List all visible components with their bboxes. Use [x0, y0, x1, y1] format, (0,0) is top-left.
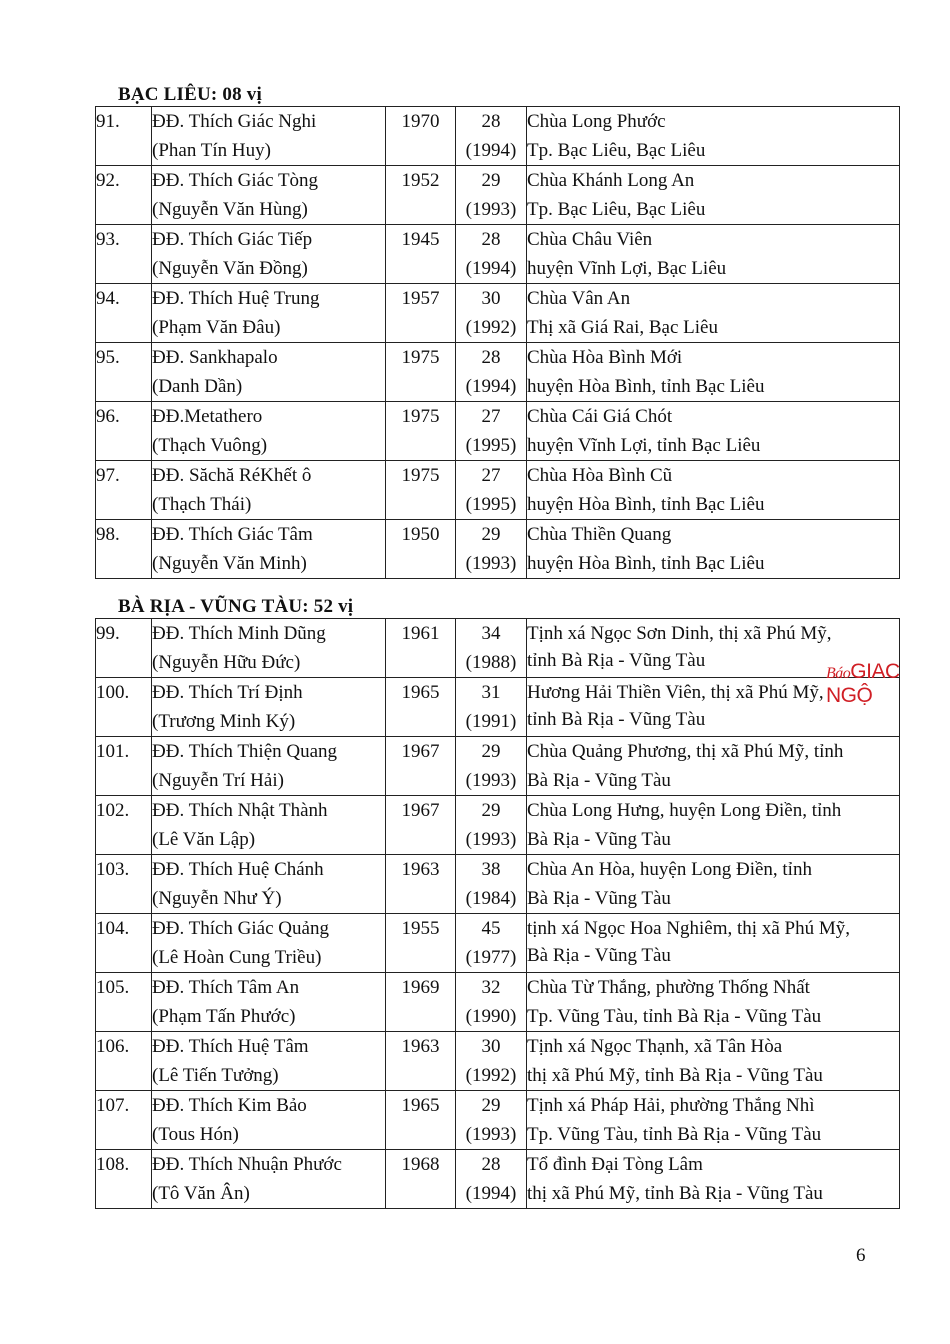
age-cell	[456, 402, 527, 461]
birth-year-cell	[386, 1091, 456, 1150]
birth-year-cell	[386, 284, 456, 343]
birth-year-cell	[386, 166, 456, 225]
lay-name: (Lê Văn Lập)	[152, 829, 256, 850]
temple-location: huyện Hòa Bình, tỉnh Bạc Liêu	[527, 553, 765, 574]
row-number	[96, 855, 152, 914]
temple-cell	[527, 1032, 900, 1091]
table-row	[96, 973, 900, 1032]
cell-spacer	[96, 825, 151, 854]
table-row	[96, 520, 900, 579]
temple-cell	[527, 737, 900, 796]
table-row	[96, 1032, 900, 1091]
age-value: 27	[481, 465, 501, 486]
page-number: 6	[856, 1245, 866, 1266]
ordination-year: (1993)	[465, 770, 517, 791]
age-value: 29	[481, 800, 501, 821]
birth-year: 1945	[401, 229, 440, 250]
lay-name: (Danh Dần)	[152, 376, 243, 397]
cell-spacer	[96, 431, 151, 460]
cell-spacer	[96, 1061, 151, 1090]
cell-spacer	[386, 136, 455, 165]
ordination-year: (1994)	[465, 258, 517, 279]
monk-name-cell	[152, 284, 386, 343]
monk-name-cell	[152, 166, 386, 225]
row-number	[96, 225, 152, 284]
row-number: 101.	[96, 741, 130, 762]
row-number: 105.	[96, 977, 130, 998]
temple-location: Tp. Bạc Liêu, Bạc Liêu	[527, 140, 706, 161]
row-number: 102.	[96, 800, 130, 821]
temple-location: Thị xã Giá Rai, Bạc Liêu	[527, 317, 718, 338]
monk-name-cell	[152, 1091, 386, 1150]
temple-cell	[527, 461, 900, 520]
temple-name: Chùa Vân An	[527, 288, 631, 309]
section-heading-bac-lieu: BẠC LIÊU: 08 vị	[118, 84, 262, 105]
temple-name: Chùa Thiền Quang	[527, 524, 672, 545]
cell-spacer	[386, 195, 455, 224]
monk-name-cell	[152, 1032, 386, 1091]
temple-cell	[527, 402, 900, 461]
row-number	[96, 796, 152, 855]
age-value: 38	[481, 859, 501, 880]
temple-location: Tp. Vũng Tàu, tỉnh Bà Rịa - Vũng Tàu	[527, 1124, 822, 1145]
monk-name-cell	[152, 855, 386, 914]
table-row	[96, 1150, 900, 1209]
table-row	[96, 796, 900, 855]
cell-spacer	[96, 648, 151, 677]
temple-location: Tp. Bạc Liêu, Bạc Liêu	[527, 199, 706, 220]
age-value: 28	[481, 1154, 501, 1175]
temple-name: Tổ đình Đại Tòng Lâm	[527, 1154, 703, 1175]
temple-cell	[527, 107, 900, 166]
age-cell	[456, 520, 527, 579]
age-value: 27	[481, 406, 501, 427]
dharma-name: ĐĐ. Thích Nhật Thành	[152, 800, 328, 821]
temple-location: Bà Rịa - Vũng Tàu	[527, 829, 671, 850]
cell-spacer	[386, 707, 455, 736]
temple-location: Bà Rịa - Vũng Tàu	[527, 888, 671, 909]
birth-year-cell	[386, 402, 456, 461]
dharma-name: ĐĐ. Thích Giác Tiếp	[152, 229, 313, 250]
ordination-year: (1993)	[465, 1124, 517, 1145]
age-cell	[456, 284, 527, 343]
row-number: 103.	[96, 859, 130, 880]
roster-body	[96, 107, 900, 579]
dharma-name: ĐĐ. Sankhapalo	[152, 347, 278, 368]
age-cell	[456, 1150, 527, 1209]
temple-name: Chùa Long Hưng, huyện Long Điền, tỉnh	[527, 800, 842, 821]
row-number: 107.	[96, 1095, 130, 1116]
monk-name-cell	[152, 619, 386, 678]
ordination-year: (1994)	[465, 140, 517, 161]
roster-body	[96, 619, 900, 1209]
birth-year: 1967	[401, 800, 440, 821]
temple-name: Chùa Từ Thắng, phường Thống Nhất	[527, 977, 810, 998]
age-cell	[456, 225, 527, 284]
temple-cell	[527, 225, 900, 284]
dharma-name: ĐĐ. Thích Thiện Quang	[152, 741, 338, 762]
cell-spacer	[96, 884, 151, 913]
age-value: 31	[481, 682, 501, 703]
temple-location: huyện Vĩnh Lợi, Bạc Liêu	[527, 258, 727, 279]
ordination-year: (1994)	[465, 376, 517, 397]
age-cell	[456, 914, 527, 973]
cell-spacer	[96, 707, 151, 736]
dharma-name: ĐĐ. Thích Kim Bảo	[152, 1095, 307, 1116]
temple-cell	[527, 1150, 900, 1209]
age-cell	[456, 1091, 527, 1150]
temple-location: huyện Hòa Bình, tỉnh Bạc Liêu	[527, 376, 765, 397]
lay-name: (Nguyễn Văn Minh)	[152, 553, 307, 574]
birth-year-cell	[386, 343, 456, 402]
birth-year: 1967	[401, 741, 440, 762]
birth-year: 1957	[401, 288, 440, 309]
birth-year-cell	[386, 619, 456, 678]
birth-year-cell	[386, 107, 456, 166]
ordination-year: (1995)	[465, 435, 517, 456]
lay-name: (Nguyễn Văn Hùng)	[152, 199, 308, 220]
cell-spacer	[96, 372, 151, 401]
temple-name: Hương Hải Thiền Viên, thị xã Phú Mỹ,	[527, 682, 824, 703]
birth-year: 1968	[401, 1154, 440, 1175]
age-cell	[456, 855, 527, 914]
age-cell	[456, 107, 527, 166]
ordination-year: (1993)	[465, 199, 517, 220]
birth-year: 1965	[401, 682, 440, 703]
monk-name-cell	[152, 914, 386, 973]
cell-spacer	[96, 313, 151, 342]
birth-year: 1963	[401, 859, 440, 880]
cell-spacer	[96, 1002, 151, 1031]
lay-name: (Nguyễn Văn Đồng)	[152, 258, 308, 279]
cell-spacer	[386, 1120, 455, 1149]
temple-name: Tịnh xá Ngọc Thạnh, xã Tân Hòa	[527, 1036, 783, 1057]
table-row	[96, 343, 900, 402]
table-row	[96, 678, 900, 737]
row-number	[96, 343, 152, 402]
monk-name-cell	[152, 678, 386, 737]
ordination-year: (1992)	[465, 317, 517, 338]
age-cell	[456, 166, 527, 225]
cell-spacer	[386, 1179, 455, 1208]
monk-name-cell	[152, 1150, 386, 1209]
birth-year-cell	[386, 520, 456, 579]
birth-year: 1961	[401, 623, 440, 644]
row-number: 106.	[96, 1036, 130, 1057]
row-number: 94.	[96, 288, 120, 309]
temple-location: huyện Hòa Bình, tỉnh Bạc Liêu	[527, 494, 765, 515]
dharma-name: ĐĐ.Metathero	[152, 406, 263, 427]
monk-name-cell	[152, 402, 386, 461]
age-cell	[456, 973, 527, 1032]
age-cell	[456, 678, 527, 737]
temple-location: Bà Rịa - Vũng Tàu	[527, 945, 671, 966]
age-value: 45	[481, 918, 501, 939]
ordination-year: (1993)	[465, 829, 517, 850]
dharma-name: ĐĐ. Thích Trí Định	[152, 682, 303, 703]
monk-name-cell	[152, 225, 386, 284]
cell-spacer	[386, 313, 455, 342]
dharma-name: ĐĐ. Thích Giác Nghi	[152, 111, 317, 132]
cell-spacer	[386, 490, 455, 519]
monk-name-cell	[152, 737, 386, 796]
monk-name-cell	[152, 343, 386, 402]
temple-name: Chùa Hòa Bình Cũ	[527, 465, 673, 486]
row-number	[96, 619, 152, 678]
lay-name: (Nguyễn Trí Hải)	[152, 770, 284, 791]
temple-location: Tp. Vũng Tàu, tỉnh Bà Rịa - Vũng Tàu	[527, 1006, 822, 1027]
birth-year: 1975	[401, 347, 440, 368]
monk-name-cell	[152, 973, 386, 1032]
row-number: 99.	[96, 623, 120, 644]
age-value: 32	[481, 977, 501, 998]
row-number	[96, 284, 152, 343]
birth-year: 1969	[401, 977, 440, 998]
birth-year: 1963	[401, 1036, 440, 1057]
row-number: 100.	[96, 682, 130, 703]
dharma-name: ĐĐ. Săchă RéKhết ô	[152, 465, 312, 486]
table-row	[96, 402, 900, 461]
cell-spacer	[386, 884, 455, 913]
age-value: 28	[481, 347, 501, 368]
ordination-year: (1995)	[465, 494, 517, 515]
row-number: 97.	[96, 465, 120, 486]
temple-cell	[527, 1091, 900, 1150]
ordination-year: (1992)	[465, 1065, 517, 1086]
table-row	[96, 855, 900, 914]
temple-name: Chùa An Hòa, huyện Long Điền, tỉnh	[527, 859, 812, 880]
temple-name: Chùa Khánh Long An	[527, 170, 695, 191]
age-value: 30	[481, 1036, 501, 1057]
row-number: 95.	[96, 347, 120, 368]
birth-year-cell	[386, 225, 456, 284]
birth-year: 1975	[401, 465, 440, 486]
cell-spacer	[386, 825, 455, 854]
lay-name: (Thạch Thái)	[152, 494, 252, 515]
ordination-year: (1988)	[465, 652, 517, 673]
cell-spacer	[386, 766, 455, 795]
age-cell	[456, 619, 527, 678]
temple-cell	[527, 520, 900, 579]
row-number: 96.	[96, 406, 120, 427]
row-number	[96, 973, 152, 1032]
table-row	[96, 1091, 900, 1150]
temple-cell	[527, 855, 900, 914]
birth-year-cell	[386, 855, 456, 914]
birth-year-cell	[386, 1150, 456, 1209]
row-number	[96, 914, 152, 973]
cell-spacer	[96, 490, 151, 519]
temple-location: thị xã Phú Mỹ, tỉnh Bà Rịa - Vũng Tàu	[527, 1183, 823, 1204]
age-cell	[456, 343, 527, 402]
birth-year: 1970	[401, 111, 440, 132]
birth-year-cell	[386, 1032, 456, 1091]
age-value: 29	[481, 741, 501, 762]
birth-year-cell	[386, 678, 456, 737]
row-number	[96, 166, 152, 225]
age-value: 28	[481, 111, 501, 132]
cell-spacer	[96, 943, 151, 972]
row-number	[96, 520, 152, 579]
cell-spacer	[96, 1120, 151, 1149]
age-cell	[456, 796, 527, 855]
dharma-name: ĐĐ. Thích Minh Dũng	[152, 623, 326, 644]
age-cell	[456, 461, 527, 520]
temple-location: huyện Vĩnh Lợi, tỉnh Bạc Liêu	[527, 435, 761, 456]
dharma-name: ĐĐ. Thích Nhuận Phước	[152, 1154, 342, 1175]
monk-name-cell	[152, 461, 386, 520]
lay-name: (Nguyễn Hữu Đức)	[152, 652, 301, 673]
age-cell	[456, 1032, 527, 1091]
cell-spacer	[96, 254, 151, 283]
lay-name: (Phạm Tấn Phước)	[152, 1006, 296, 1027]
row-number	[96, 678, 152, 737]
cell-spacer	[386, 1002, 455, 1031]
birth-year: 1965	[401, 1095, 440, 1116]
temple-name: Chùa Châu Viên	[527, 229, 653, 250]
row-number	[96, 1091, 152, 1150]
temple-cell	[527, 914, 900, 973]
temple-name: Chùa Cái Giá Chót	[527, 406, 673, 427]
monk-name-cell	[152, 520, 386, 579]
temple-cell	[527, 796, 900, 855]
cell-spacer	[96, 136, 151, 165]
birth-year-cell	[386, 973, 456, 1032]
lay-name: (Thạch Vuông)	[152, 435, 268, 456]
age-cell	[456, 737, 527, 796]
temple-name: Chùa Quảng Phương, thị xã Phú Mỹ, tỉnh	[527, 741, 844, 762]
lay-name: (Lê Hoàn Cung Triều)	[152, 947, 322, 968]
table-row	[96, 166, 900, 225]
cell-spacer	[386, 254, 455, 283]
temple-cell	[527, 973, 900, 1032]
dharma-name: ĐĐ. Thích Huệ Chánh	[152, 859, 324, 880]
temple-location: Bà Rịa - Vũng Tàu	[527, 770, 671, 791]
ordination-year: (1977)	[465, 947, 517, 968]
row-number: 93.	[96, 229, 120, 250]
row-number	[96, 1150, 152, 1209]
birth-year: 1975	[401, 406, 440, 427]
age-value: 29	[481, 1095, 501, 1116]
table-row	[96, 461, 900, 520]
dharma-name: ĐĐ. Thích Huệ Trung	[152, 288, 320, 309]
cell-spacer	[386, 372, 455, 401]
birth-year-cell	[386, 914, 456, 973]
temple-name: Chùa Long Phước	[527, 111, 666, 132]
temple-cell	[527, 284, 900, 343]
cell-spacer	[96, 766, 151, 795]
lay-name: (Tô Văn Ân)	[152, 1183, 250, 1204]
age-value: 34	[481, 623, 501, 644]
ordination-year: (1994)	[465, 1183, 517, 1204]
cell-spacer	[386, 1061, 455, 1090]
cell-spacer	[96, 195, 151, 224]
ordination-year: (1993)	[465, 553, 517, 574]
row-number	[96, 461, 152, 520]
lay-name: (Trương Minh Ký)	[152, 711, 296, 732]
dharma-name: ĐĐ. Thích Giác Tòng	[152, 170, 319, 191]
cell-spacer	[386, 549, 455, 578]
temple-name: Tịnh xá Ngọc Sơn Dinh, thị xã Phú Mỹ,	[527, 623, 832, 644]
temple-name: Chùa Hòa Bình Mới	[527, 347, 683, 368]
dharma-name: ĐĐ. Thích Huệ Tâm	[152, 1036, 309, 1057]
cell-spacer	[96, 549, 151, 578]
temple-name: tịnh xá Ngọc Hoa Nghiêm, thị xã Phú Mỹ,	[527, 918, 850, 939]
row-number: 91.	[96, 111, 120, 132]
temple-cell	[527, 343, 900, 402]
birth-year-cell	[386, 737, 456, 796]
dharma-name: ĐĐ. Thích Tâm An	[152, 977, 300, 998]
section-heading-ba-ria-vung-tau: BÀ RỊA - VŨNG TÀU: 52 vị	[118, 596, 354, 617]
monk-name-cell	[152, 796, 386, 855]
age-value: 29	[481, 170, 501, 191]
table-row	[96, 619, 900, 678]
birth-year: 1950	[401, 524, 440, 545]
age-value: 30	[481, 288, 501, 309]
row-number: 92.	[96, 170, 120, 191]
temple-location: tỉnh Bà Rịa - Vũng Tàu	[527, 709, 706, 730]
row-number: 98.	[96, 524, 120, 545]
row-number	[96, 737, 152, 796]
table-row	[96, 284, 900, 343]
cell-spacer	[96, 1179, 151, 1208]
table-row	[96, 107, 900, 166]
row-number	[96, 107, 152, 166]
monk-name-cell	[152, 107, 386, 166]
row-number: 108.	[96, 1154, 130, 1175]
ordination-year: (1990)	[465, 1006, 517, 1027]
age-value: 28	[481, 229, 501, 250]
row-number: 104.	[96, 918, 130, 939]
ordination-year: (1991)	[465, 711, 517, 732]
lay-name: (Lê Tiến Tưởng)	[152, 1065, 279, 1086]
lay-name: (Phan Tín Huy)	[152, 140, 271, 161]
age-value: 29	[481, 524, 501, 545]
table-row	[96, 914, 900, 973]
watermark-logo: BáoGIAC NGỘ	[826, 660, 900, 707]
temple-location: thị xã Phú Mỹ, tỉnh Bà Rịa - Vũng Tàu	[527, 1065, 823, 1086]
table-row	[96, 737, 900, 796]
lay-name: (Phạm Văn Đâu)	[152, 317, 281, 338]
birth-year-cell	[386, 461, 456, 520]
roster-table-ba-ria-vung-tau	[95, 618, 900, 1209]
birth-year: 1955	[401, 918, 440, 939]
dharma-name: ĐĐ. Thích Giác Quảng	[152, 918, 329, 939]
birth-year: 1952	[401, 170, 440, 191]
cell-spacer	[386, 943, 455, 972]
ordination-year: (1984)	[465, 888, 517, 909]
temple-location: tỉnh Bà Rịa - Vũng Tàu	[527, 650, 706, 671]
temple-cell	[527, 166, 900, 225]
dharma-name: ĐĐ. Thích Giác Tâm	[152, 524, 313, 545]
cell-spacer	[386, 648, 455, 677]
lay-name: (Nguyễn Như Ý)	[152, 888, 282, 909]
birth-year-cell	[386, 796, 456, 855]
temple-name: Tịnh xá Pháp Hải, phường Thắng Nhì	[527, 1095, 815, 1116]
lay-name: (Tous Hón)	[152, 1124, 239, 1145]
table-row	[96, 225, 900, 284]
roster-table-bac-lieu	[95, 106, 900, 579]
row-number	[96, 1032, 152, 1091]
cell-spacer	[386, 431, 455, 460]
row-number	[96, 402, 152, 461]
